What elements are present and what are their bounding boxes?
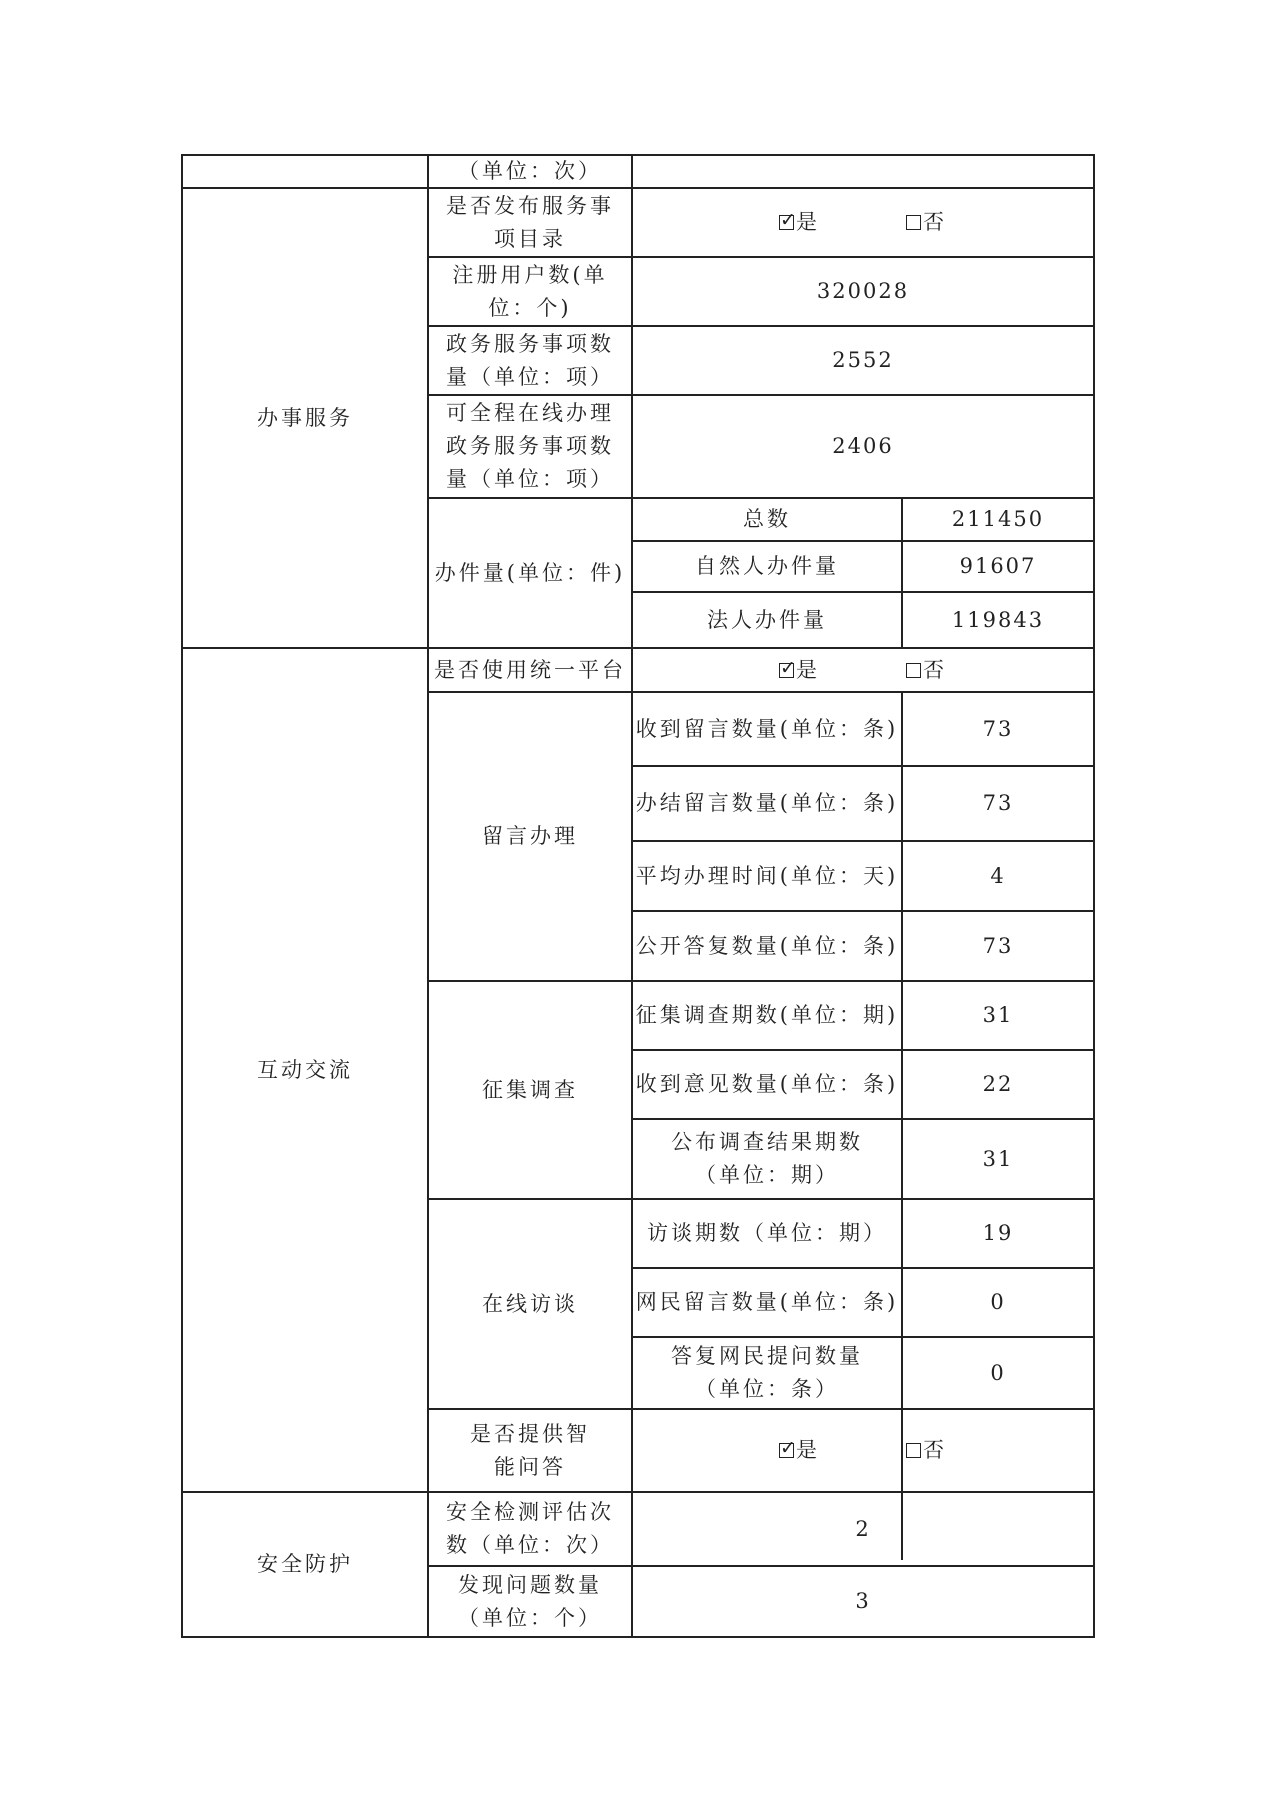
- issues-label: 发现问题数量（单位：个）: [458, 1572, 602, 1630]
- volume-natural-value: 91607: [959, 554, 1037, 578]
- interview-periods-value: 19: [982, 1221, 1014, 1245]
- platform-yes-option[interactable]: ✓ 是: [779, 654, 820, 687]
- messages-avg-time-value: 4: [990, 863, 1006, 888]
- smart-qa-no-option[interactable]: 否: [906, 1434, 947, 1467]
- data-table: [181, 154, 1095, 1638]
- checked-box-icon: [779, 215, 794, 230]
- items-value: 2552: [832, 348, 894, 372]
- volume-total-value: 211450: [951, 507, 1045, 531]
- messages-public-value: 73: [982, 933, 1014, 958]
- online-items-value: 2406: [832, 434, 894, 458]
- assessments-value: 2: [855, 1516, 871, 1541]
- volume-legal-value: 119843: [951, 607, 1045, 632]
- section-security-label: 安全防护: [257, 1552, 353, 1576]
- smart-qa-label: 是否提供智能问答: [470, 1421, 590, 1479]
- empty-box-icon: [906, 1443, 921, 1458]
- survey-periods-label: 征集调查期数(单位：期): [635, 1003, 899, 1027]
- section-interaction-label: 互动交流: [257, 1057, 353, 1082]
- empty-box-icon: [906, 215, 921, 230]
- survey-opinions-label: 收到意见数量(单位：条): [635, 1072, 899, 1096]
- survey-opinions-value: 22: [982, 1072, 1014, 1096]
- interview-messages-label: 网民留言数量(单位：条): [635, 1290, 899, 1314]
- volume-total-label: 总数: [743, 507, 791, 531]
- survey-results-label: 公布调查结果期数（单位：期）: [671, 1130, 863, 1187]
- smart-qa-yes-no: [633, 1410, 1093, 1491]
- messages-avg-time-label: 平均办理时间(单位：天): [635, 863, 899, 888]
- survey-results-value: 31: [982, 1146, 1014, 1171]
- users-label: 注册用户数(单位：个): [452, 262, 608, 320]
- interview-messages-value: 0: [990, 1290, 1006, 1314]
- survey-group-label: 征集调查: [482, 1077, 578, 1102]
- messages-received-label: 收到留言数量(单位：条): [635, 716, 899, 741]
- top-row-label: （单位：次）: [458, 159, 602, 183]
- volume-label: 办件量(单位：件): [434, 560, 626, 585]
- platform-no-option[interactable]: 否: [906, 654, 947, 687]
- messages-received-value: 73: [982, 716, 1014, 741]
- users-value: 320028: [816, 279, 910, 303]
- catalog-no-option[interactable]: 否: [906, 206, 947, 239]
- catalog-yes-option[interactable]: ✓ 是: [779, 206, 820, 239]
- messages-closed-value: 73: [982, 791, 1014, 815]
- section-service-label: 办事服务: [257, 405, 353, 430]
- empty-box-icon: [906, 663, 921, 678]
- interview-replies-label: 答复网民提问数量（单位：条）: [671, 1344, 863, 1401]
- issues-value: 3: [855, 1589, 871, 1613]
- platform-yes-no: [633, 649, 1093, 691]
- messages-group-label: 留言办理: [482, 824, 578, 848]
- interview-group-label: 在线访谈: [482, 1291, 578, 1316]
- volume-legal-label: 法人办件量: [707, 607, 827, 632]
- online-items-label: 可全程在线办理政务服务事项数量（单位：项）: [446, 401, 614, 491]
- volume-natural-label: 自然人办件量: [695, 554, 839, 578]
- messages-public-label: 公开答复数量(单位：条): [635, 933, 899, 958]
- interview-periods-label: 访谈期数（单位：期）: [647, 1221, 887, 1245]
- checked-box-icon: [779, 1443, 794, 1458]
- catalog-yes-no: [633, 189, 1093, 256]
- items-label: 政务服务事项数量（单位：项）: [446, 331, 614, 389]
- checked-box-icon: [779, 663, 794, 678]
- catalog-label: 是否发布服务事项目录: [446, 193, 614, 251]
- smart-qa-yes-option[interactable]: ✓ 是: [779, 1434, 820, 1467]
- platform-label: 是否使用统一平台: [434, 657, 626, 682]
- assessments-label: 安全检测评估次数（单位：次）: [446, 1500, 614, 1557]
- messages-closed-label: 办结留言数量(单位：条): [635, 791, 899, 815]
- survey-periods-value: 31: [982, 1003, 1014, 1027]
- top-row-value: [633, 156, 1093, 187]
- interview-replies-value: 0: [990, 1360, 1006, 1385]
